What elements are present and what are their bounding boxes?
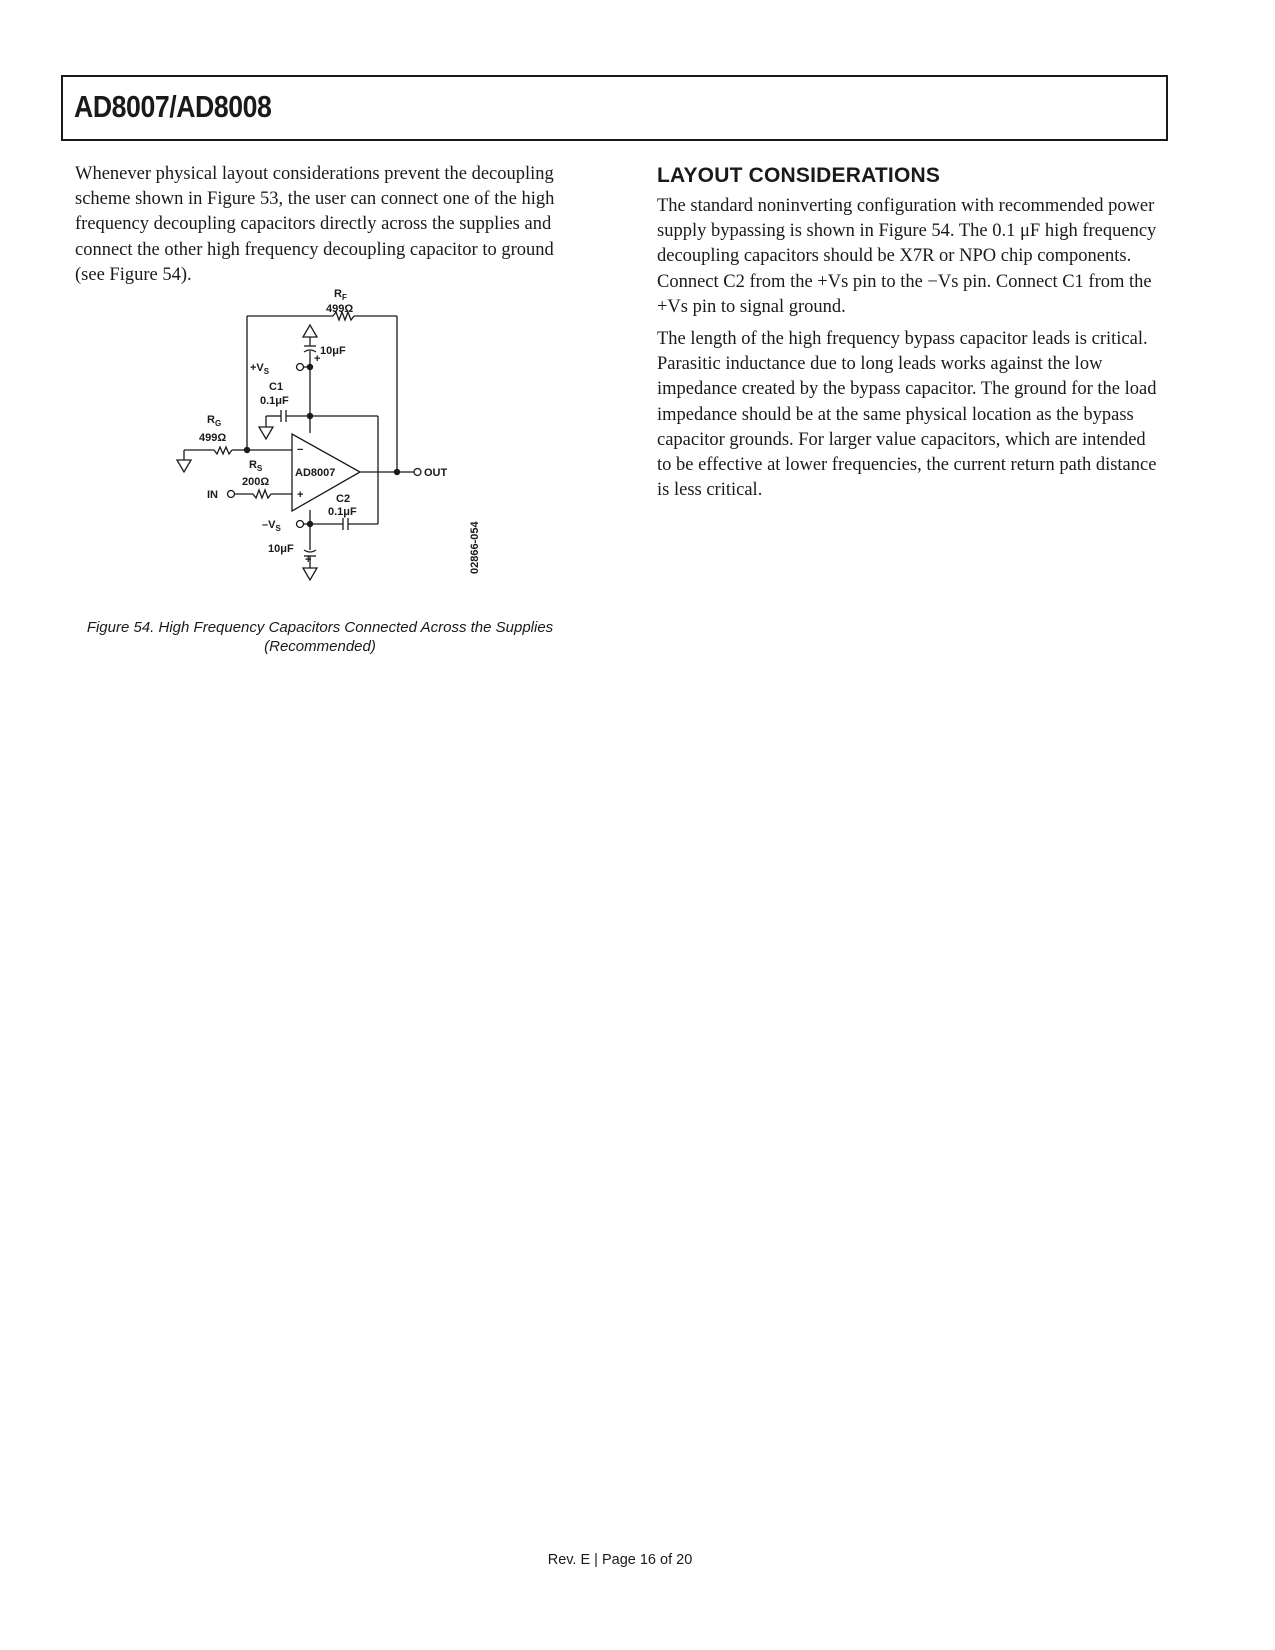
out-label: OUT [424, 467, 448, 479]
rs-label: $R_S$ [249, 459, 263, 473]
cap-top-plus: + [314, 353, 321, 365]
c1-label: C1 [269, 381, 284, 393]
c2-label: C2 [336, 493, 351, 505]
in-label: IN [207, 489, 218, 501]
page-footer: Rev. E | Page 16 of 20 [547, 1552, 693, 1568]
c1-value: 0.1μF [260, 395, 289, 407]
cap-bottom-value: 10μF [268, 543, 294, 555]
circuit-figure [160, 288, 481, 618]
vs-neg-label: $-V_S$ [262, 519, 281, 533]
body-paragraph: The standard noninverting configuration with recommended power supply bypassing is shown in Figure 54. The 0.1 μF high frequency decoupling capacitors should be X7R or NPO chip components. Connect C2 from the +Vs pin to the −Vs pin. Connect C1 from the +Vs pin to signal ground. [657, 196, 1157, 317]
rg-value: 499Ω [199, 432, 227, 444]
c2-value: 0.1μF [328, 506, 357, 518]
rg-label: $R_G$ [207, 414, 222, 428]
left-column [75, 162, 565, 295]
vs-pos-label: $+V_S$ [250, 362, 270, 376]
header-box [61, 75, 1168, 141]
cap-bottom-plus: + [305, 554, 312, 566]
opamp-label: AD8007 [295, 467, 336, 479]
section-heading: LAYOUT CONSIDERATIONS [657, 164, 941, 187]
opamp-plus: + [297, 489, 304, 501]
figure-code: 02866-054 [469, 521, 481, 574]
body-paragraph: Whenever physical layout considerations prevent the decoupling scheme shown in Figure 53, the user can connect one of the high frequency decoupling capacitors directly across the supplies and connect the other high frequency decoupling capacitor to ground (see Figure 54). [75, 164, 555, 285]
opamp-minus: − [297, 444, 304, 456]
body-paragraph: The length of the high frequency bypass capacitor leads is critical. Parasitic inductance due to long leads works against the low impedance created by the bypass capacitor. The ground for the load impedance should be at the same physical location as the bypass capacitor grounds. For larger value capacitors, which are intended to be effective at lower frequencies, the current return path distance is less critical. [657, 329, 1157, 501]
circuit-schematic [160, 288, 481, 618]
cap-top-value: 10μF [320, 345, 346, 357]
rf-value: 499Ω [326, 303, 354, 315]
rf-label: $R_F$ [334, 288, 347, 302]
right-column [657, 162, 1157, 510]
figure-caption: Figure 54. High Frequency Capacitors Connected Across the Supplies (Recommended) [86, 619, 554, 655]
rs-value: 200Ω [242, 476, 270, 488]
document-title: AD8007/AD8008 [74, 89, 272, 124]
